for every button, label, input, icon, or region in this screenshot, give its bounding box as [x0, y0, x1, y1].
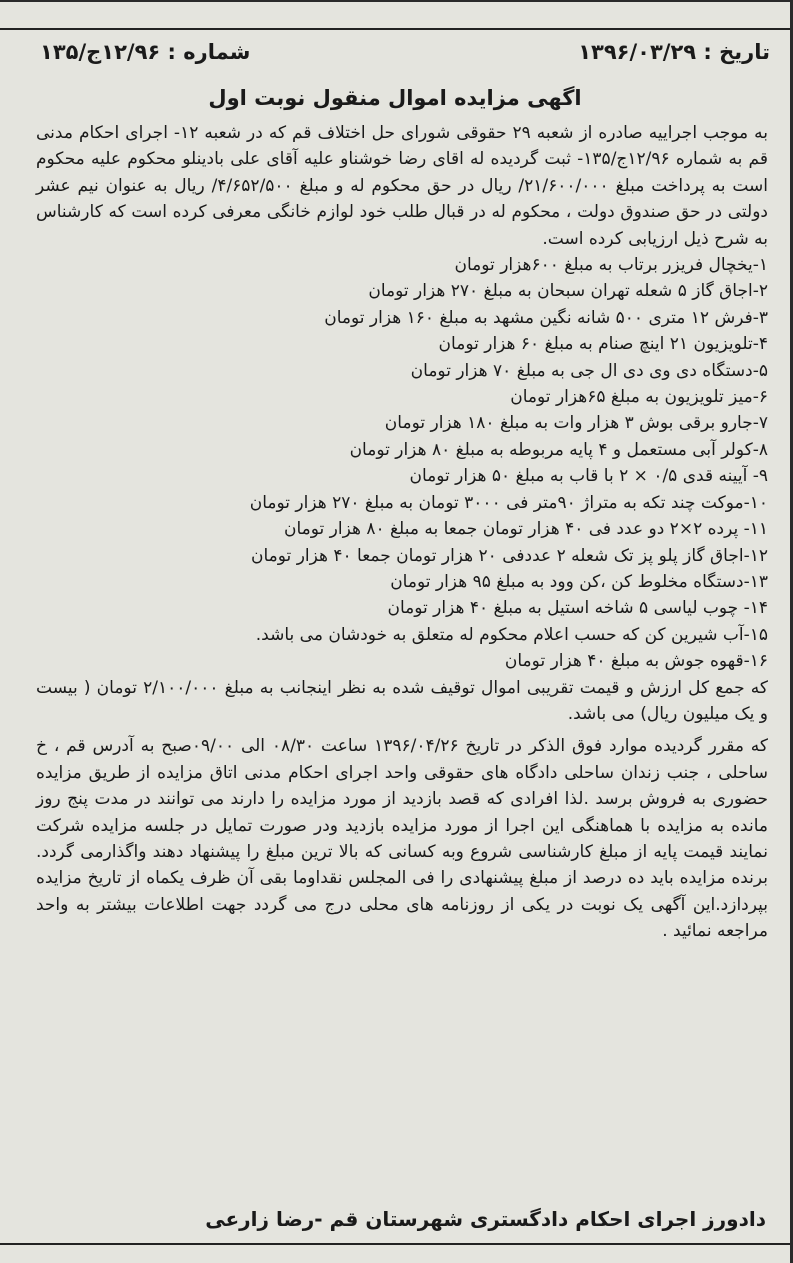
intro-paragraph: به موجب اجراییه صادره از شعبه ۲۹ حقوقی شورای حل اختلاف قم که در شعبه ۱۲- اجرای احکام مدنی قم به شماره ۱۲/۹۶ج/۱۳۵- ثبت گردیده له اقای رضا خوشناو علیه آقای علی بادینلو محکوم علیه محکوم است به پرداخت مبلغ ۲۱/۶۰۰/۰۰۰/ ریال در حق محکوم له و مبلغ ۴/۶۵۲/۵۰۰/ ریال به عنوان نیم عشر دولتی در حق صندوق دولت ، محکوم له در قبال طلب خود لوازم خانگی معرفی کرده است که کارشناس به شرح ذیل ارزیابی کرده است. — [36, 123, 768, 249]
signature-line: دادورز اجرای احکام دادگستری شهرستان قم -رضا زارعی — [205, 1207, 766, 1231]
items-list — [36, 252, 768, 675]
list-item: ۴-تلویزیون ۲۱ اینچ صنام به مبلغ ۶۰ هزار تومان — [438, 334, 768, 355]
list-item: ۱۰-موکت چند تکه به متراژ ۹۰متر فی ۳۰۰۰ تومان به مبلغ ۲۷۰ هزار تومان — [249, 492, 768, 513]
list-item: ۲-اجاق گاز ۵ شعله تهران سبحان به مبلغ ۲۷۰ هزار تومان — [368, 281, 768, 302]
list-item: ۱۱- پرده ۲×۲ دو عدد فی ۴۰ هزار تومان جمعا به مبلغ ۸۰ هزار تومان — [283, 519, 768, 540]
bottom-rule — [0, 1243, 790, 1245]
list-item: ۱۴- چوب لیاسی ۵ شاخه استیل به مبلغ ۴۰ هزار تومان — [387, 598, 768, 619]
notice-title: اگهی مزایده اموال منقول نوبت اول — [208, 86, 582, 110]
list-item: ۱۶-قهوه جوش به مبلغ ۴۰ هزار تومان — [504, 651, 768, 672]
header-row — [40, 40, 770, 64]
list-item: ۱۳-دستگاه مخلوط کن ،کن وود به مبلغ ۹۵ هزار تومان — [390, 571, 768, 592]
list-item: ۵-دستگاه دی وی دی ال جی به مبلغ ۷۰ هزار تومان — [410, 360, 768, 381]
list-item: ۱۲-اجاق گاز پلو پز تک شعله ۲ عددفی ۲۰ هزار تومان جمعا ۴۰ هزار تومان — [251, 545, 768, 566]
date-line: تاریخ : ۱۳۹۶/۰۳/۲۹ — [578, 40, 770, 64]
number-line: شماره : ۱۲/۹۶ج/۱۳۵ — [40, 40, 251, 64]
list-item: ۱۵-آب شیرین کن که حسب اعلام محکوم له متعلق به خودشان می باشد. — [255, 624, 768, 645]
top-rule — [0, 28, 790, 30]
total-paragraph: که جمع کل ارزش و قیمت تقریبی اموال توقیف شده به نظر اینجانب به مبلغ ۲/۱۰۰/۰۰۰ تومان ( بیست و یک میلیون ریال) می باشد. — [36, 677, 768, 724]
list-item: ۹- آیینه قدی ۰/۵ × ۲ با قاب به مبلغ ۵۰ هزار تومان — [409, 466, 768, 487]
list-item: ۷-جارو برقی بوش ۳ هزار وات به مبلغ ۱۸۰ هزار تومان — [384, 413, 768, 434]
auction-paragraph: که مقرر گردیده موارد فوق الذکر در تاریخ ۱۳۹۶/۰۴/۲۶ ساعت ۰۸/۳۰ الی ۰۹/۰۰صبح به آدرس قم ، خ ساحلی ، جنب زندان ساحلی دادگاه های حقوقی واحد اجرای احکام مدنی اتاق مزایده از طریق مزایده حضوری به فروش برسد .لذا افرادی که قصد بازدید از مورد مزایده را دارند می توانند در مدت پنج روز مانده به مزایده با هماهنگی این اجرا از مورد مزایده بازدید ودر صورت تمایل در جلسه مزایده شرکت نمایند قیمت پایه از مبلغ کارشناسی شروع وبه کسانی که بالا ترین مبلغ را پیشنهاد دهند واگذارمی گردد. برنده مزایده باید ده درصد از مبلغ پیشنهادی را فی المجلس نقداوما بقی آن ظرف یکماه از تاریخ مزایده بپردازد.این آگهی یک نوبت در یکی از روزنامه های محلی درج می گردد جهت اطلاعات بیشتر به واحد مراجعه نمائید . — [36, 736, 769, 942]
notice-body — [36, 120, 768, 945]
list-item: ۸-کولر آبی مستعمل و ۴ پایه مربوطه به مبلغ ۸۰ هزار تومان — [349, 439, 768, 460]
list-item: ۱-یخچال فریزر برتاب به مبلغ ۶۰۰هزار تومان — [454, 255, 768, 276]
list-item: ۶-میز تلویزیون به مبلغ ۶۵هزار تومان — [510, 387, 768, 408]
list-item: ۳-فرش ۱۲ متری ۵۰۰ شانه نگین مشهد به مبلغ ۱۶۰ هزار تومان — [324, 307, 768, 328]
